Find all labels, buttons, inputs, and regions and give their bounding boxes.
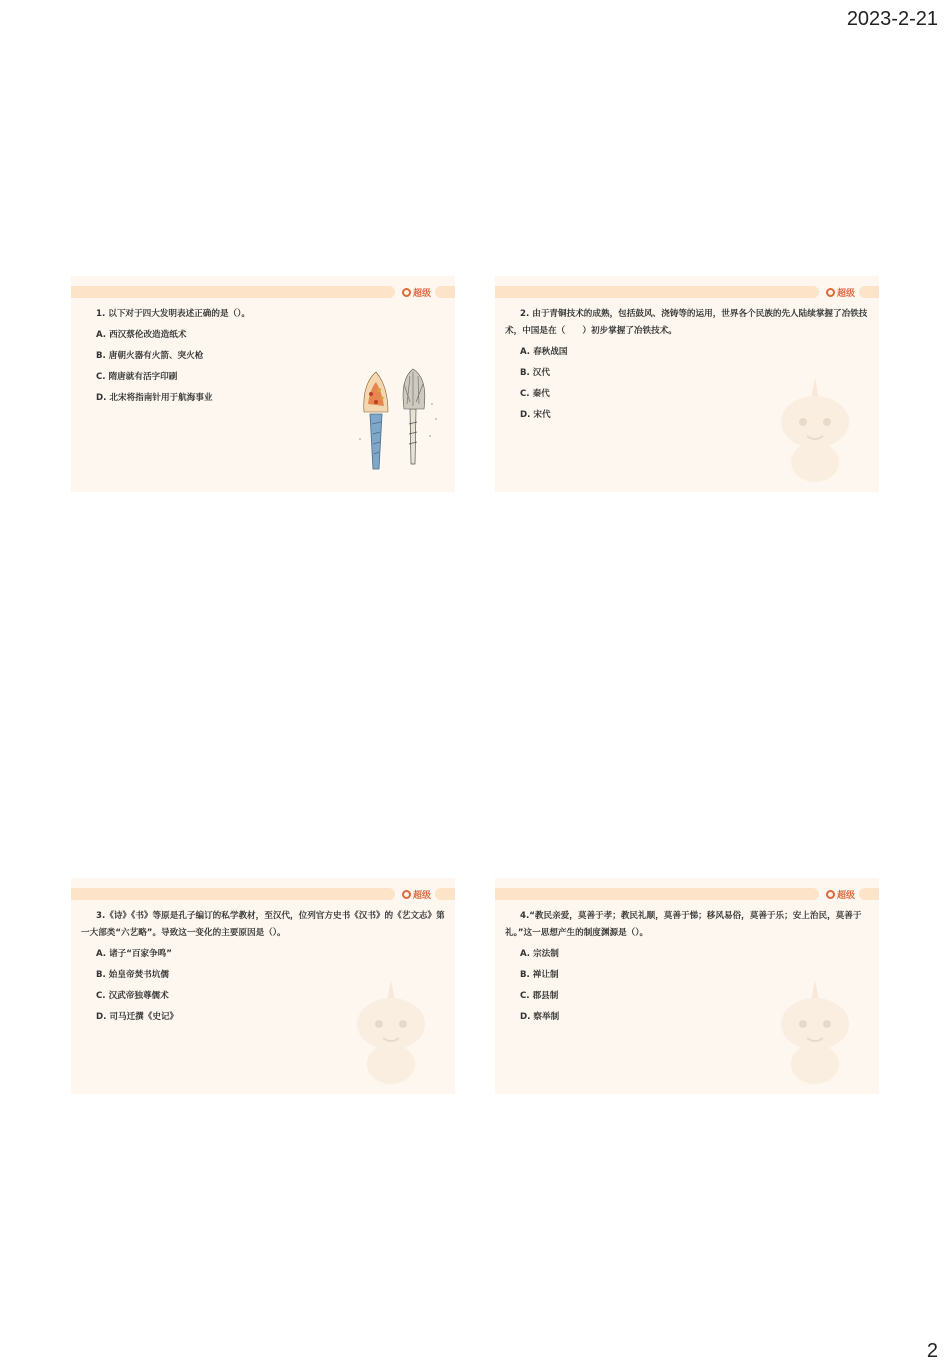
logo [402,285,431,299]
option-b: B. 禅让制 [520,970,559,980]
slide-4 [495,878,879,1094]
slide-2 [495,276,879,492]
option-b: B. 汉代 [520,368,550,378]
option-b: B. 始皇帝焚书坑儒 [96,970,169,980]
header-bar-end [859,286,879,298]
page-date: 2023-2-21 [846,8,938,30]
header-bar [495,286,819,298]
slide-3 [71,878,455,1094]
question-text: 1. 以下对于四大发明表述正确的是（）。 [96,309,251,319]
option-b: B. 唐朝火器有火箭、突火枪 [96,351,204,361]
header-bar-end [435,888,455,900]
logo [826,285,855,299]
logo-icon [826,288,835,297]
logo-text: 超级 [412,890,431,901]
option-a: A. 春秋战国 [520,347,568,357]
logo-text: 超级 [836,890,855,901]
slide-content [505,306,873,428]
header-bar-end [435,286,455,298]
question-text: 4.“教民亲爱，莫善于孝；教民礼顺，莫善于悌；移风易俗，莫善于乐；安上治民，莫善于礼。”这一思想产生的制度渊源是（）。 [505,911,862,938]
option-d: D. 宋代 [520,410,551,420]
logo-icon [402,288,411,297]
header-bar [71,888,395,900]
slide-1 [71,276,455,492]
header-bar [495,888,819,900]
logo-text: 超级 [836,288,855,299]
option-d: D. 北宋将指南针用于航海事业 [96,393,213,403]
option-c: C. 汉武帝独尊儒术 [96,991,169,1001]
question-text: 2. 由于青铜技术的成熟，包括鼓风、浇铸等的运用，世界各个民族的先人陆续掌握了冶铁技术，中国是在（ ）初步掌握了冶铁技术。 [505,309,868,336]
logo-icon [402,890,411,899]
option-c: C. 隋唐就有活字印刷 [96,372,178,382]
logo [402,887,431,901]
page-number: 2 [926,1340,938,1362]
slide-content [81,908,449,1030]
option-a: A. 诸子“百家争鸣” [96,949,172,959]
option-a: A. 西汉蔡伦改造造纸术 [96,330,187,340]
question-text: 3.《诗》《书》等原是孔子编订的私学教材，至汉代，位列官方史书《汉书》的《艺文志》第一大部类“六艺略”。导致这一变化的主要原因是（）。 [81,911,445,938]
header-bar [71,286,395,298]
option-d: D. 察举制 [520,1012,560,1022]
logo [826,887,855,901]
header-bar-end [859,888,879,900]
logo-text: 超级 [412,288,431,299]
option-c: C. 秦代 [520,389,550,399]
option-a: A. 宗法制 [520,949,559,959]
slide-content [505,908,873,1030]
logo-icon [826,890,835,899]
torch-broom-illustration [352,364,447,474]
option-c: C. 郡县制 [520,991,559,1001]
option-d: D. 司马迁撰《史记》 [96,1012,179,1022]
